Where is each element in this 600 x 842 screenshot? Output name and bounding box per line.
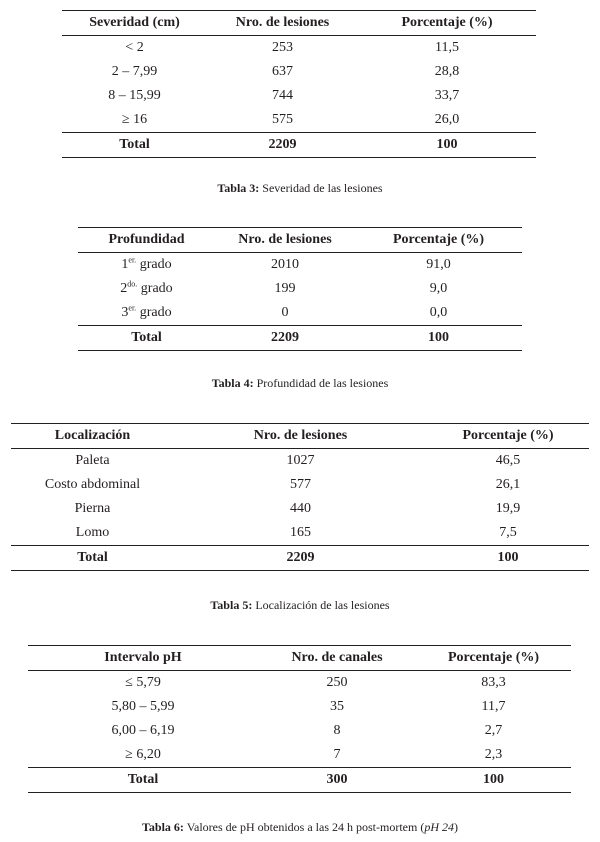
table-cell: 19,9 — [495, 501, 521, 516]
grade-word: grado — [137, 281, 173, 296]
column-header: Nro. de canales — [291, 650, 383, 665]
caption-text: Localización de las lesiones — [252, 598, 390, 612]
table-row — [62, 60, 536, 84]
table-cell: 9,0 — [429, 281, 448, 296]
location-table — [11, 423, 589, 571]
table-cell: 8 – 15,99 — [108, 88, 161, 103]
table-cell — [78, 277, 215, 301]
table-cell: Pierna — [74, 501, 111, 516]
total-value: 2209 — [268, 137, 297, 152]
caption-text: Profundidad de las lesiones — [253, 376, 389, 390]
table-row — [62, 108, 536, 133]
table-cell: 35 — [330, 699, 344, 714]
column-header: Nro. de lesiones — [238, 232, 332, 247]
table-cell — [78, 253, 215, 278]
ordinal-suffix: do. — [127, 279, 138, 289]
table-cell: 26,0 — [434, 112, 460, 127]
table-cell: 199 — [274, 281, 296, 296]
table-cell: 33,7 — [434, 88, 460, 103]
table-header-row — [11, 424, 589, 449]
total-row — [78, 326, 522, 351]
table-cell: 5,80 – 5,99 — [111, 699, 175, 714]
table-row — [28, 719, 571, 743]
column-header: Porcentaje (%) — [462, 428, 554, 443]
column-header: Nro. de lesiones — [253, 428, 348, 443]
column-header: Porcentaje (%) — [447, 650, 540, 665]
table-cell: 2,3 — [484, 747, 503, 762]
severity-table — [62, 10, 536, 158]
table-cell: 6,00 – 6,19 — [111, 723, 175, 738]
table-cell: 2 – 7,99 — [111, 64, 158, 79]
caption-italic: pH 24 — [424, 820, 454, 834]
table-cell: 575 — [272, 112, 293, 127]
table-cell: < 2 — [125, 40, 144, 55]
depth-table — [78, 227, 522, 351]
ph-table — [28, 645, 571, 793]
table-row — [62, 36, 536, 61]
table-cell: 253 — [272, 40, 293, 55]
table-cell: Lomo — [75, 525, 110, 540]
table-cell: 440 — [290, 501, 311, 516]
ordinal-suffix: er. — [128, 255, 137, 265]
grade-word: grado — [136, 305, 172, 320]
caption-end: ) — [453, 820, 458, 834]
table-cell — [78, 301, 215, 326]
table-row — [78, 277, 522, 301]
table-cell: 7 — [333, 747, 341, 762]
table-cell: ≥ 16 — [121, 112, 148, 127]
table-header-row — [78, 228, 522, 253]
column-header: Nro. de lesiones — [235, 15, 330, 30]
table-row — [11, 449, 589, 474]
caption-text: Valores de pH obtenidos a las 24 h post-mortem ( — [183, 820, 425, 834]
table-cell: 83,3 — [481, 675, 506, 690]
table-row — [78, 301, 522, 326]
column-header: Porcentaje (%) — [392, 232, 485, 247]
total-value: 300 — [326, 772, 348, 787]
table-cell: 577 — [290, 477, 311, 492]
table-cell: 1027 — [286, 453, 315, 468]
table-cell: 2010 — [271, 257, 299, 272]
total-row — [28, 768, 571, 793]
total-label: Total — [119, 137, 150, 152]
table-row — [11, 473, 589, 497]
table-row — [11, 521, 589, 546]
table-cell: 7,5 — [499, 525, 517, 540]
column-header: Profundidad — [108, 232, 185, 247]
table-cell: 28,8 — [434, 64, 460, 79]
total-percent: 100 — [483, 772, 504, 787]
total-percent: 100 — [436, 137, 458, 152]
table-row — [28, 695, 571, 719]
table-caption — [0, 598, 600, 612]
caption-label: Tabla 4: — [211, 376, 254, 390]
table-caption — [0, 376, 600, 390]
table-cell: 91,0 — [426, 257, 451, 272]
table-cell: 2,7 — [484, 723, 503, 738]
table-cell: 11,5 — [435, 40, 459, 55]
caption-label: Tabla 3: — [217, 181, 260, 195]
table-row — [28, 743, 571, 768]
table-cell: 26,1 — [495, 477, 521, 492]
column-header: Severidad (cm) — [89, 15, 180, 30]
total-percent: 100 — [428, 330, 449, 345]
total-label: Total — [127, 772, 159, 787]
column-header: Porcentaje (%) — [401, 15, 493, 30]
total-label: Total — [77, 550, 108, 565]
table-cell: ≥ 6,20 — [125, 747, 161, 762]
table-cell: Paleta — [75, 453, 110, 468]
caption-label: Tabla 6: — [142, 820, 184, 834]
total-value: 2209 — [286, 550, 315, 565]
column-header: Localización — [54, 428, 131, 443]
total-value: 2209 — [271, 330, 299, 345]
table-cell: 11,7 — [481, 699, 506, 714]
table-cell: Costo abdominal — [44, 477, 141, 492]
table-row — [11, 497, 589, 521]
total-row — [62, 133, 536, 158]
table-cell: 46,5 — [495, 453, 521, 468]
table-cell: 744 — [272, 88, 293, 103]
table-cell: 0 — [281, 305, 289, 320]
table-cell: 637 — [272, 64, 293, 79]
table-caption — [0, 820, 600, 834]
table-row — [78, 253, 522, 278]
total-percent: 100 — [497, 550, 519, 565]
ordinal-number: 1 — [121, 257, 129, 272]
table-row — [62, 84, 536, 108]
table-header-row — [62, 11, 536, 36]
total-label: Total — [131, 330, 162, 345]
ordinal-suffix: er. — [128, 303, 137, 313]
caption-text: Severidad de las lesiones — [259, 181, 383, 195]
table-cell: 165 — [290, 525, 311, 540]
ordinal-number: 2 — [120, 281, 128, 296]
table-row — [28, 671, 571, 696]
table-cell: 0,0 — [429, 305, 448, 320]
table-cell: ≤ 5,79 — [125, 675, 161, 690]
column-header: Intervalo pH — [104, 650, 182, 665]
grade-word: grado — [136, 257, 172, 272]
table-cell: 250 — [326, 675, 348, 690]
table-caption — [0, 181, 600, 195]
total-row — [11, 546, 589, 571]
table-cell: 8 — [333, 723, 341, 738]
caption-label: Tabla 5: — [210, 598, 253, 612]
table-header-row — [28, 646, 571, 671]
ordinal-number: 3 — [121, 305, 129, 320]
